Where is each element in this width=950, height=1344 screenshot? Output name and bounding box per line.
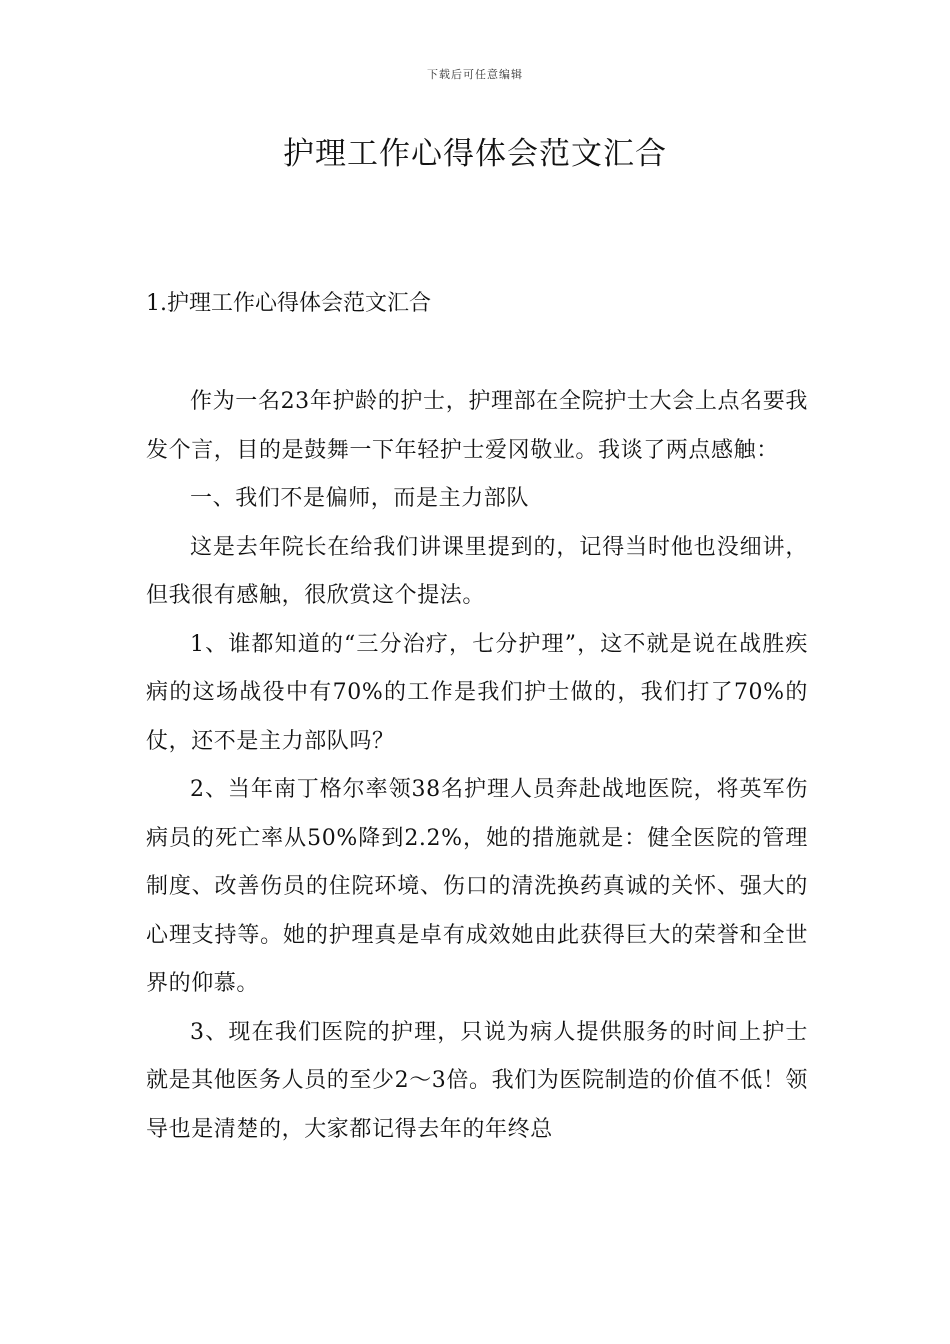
paragraph-item-1: 1、谁都知道的“三分治疗，七分护理”，这不就是说在战胜疾病的这场战役中有70%的工作是我们护士做的，我们打了70%的仗，还不是主力部队吗？ [146, 631, 808, 754]
body-text [146, 378, 808, 1154]
paragraph-item-2: 2、当年南丁格尔率领38名护理人员奔赴战地医院，将英军伤病员的死亡率从50%降到2.2%，她的措施就是：健全医院的管理制度、改善伤员的住院环境、伤口的清洗换药真诚的关怀、强大的心理支持等。她的护理真是卓有成效她由此获得巨大的荣誉和全世界的仰慕。 [146, 777, 808, 996]
paragraph-point-one-text: 这是去年院长在给我们讲课里提到的，记得当时他也没细讲，但我很有感触，很欣赏这个提法。 [146, 534, 808, 608]
section-heading: 1.护理工作心得体会范文汇合 [146, 291, 431, 316]
document-title: 护理工作心得体会范文汇合 [283, 136, 667, 172]
paragraph-item-3: 3、现在我们医院的护理，只说为病人提供服务的时间上护士就是其他医务人员的至少2～3倍。我们为医院制造的价值不低！领导也是清楚的，大家都记得去年的年终总 [146, 1019, 808, 1142]
paragraph-intro: 作为一名23年护龄的护士，护理部在全院护士大会上点名要我发个言，目的是鼓舞一下年轻护士爱冈敬业。我谈了两点感触： [146, 389, 808, 463]
paragraph-point-one-heading: 一、我们不是偏师，而是主力部队 [190, 486, 530, 511]
header-note: 下载后可任意编辑 [427, 68, 523, 81]
